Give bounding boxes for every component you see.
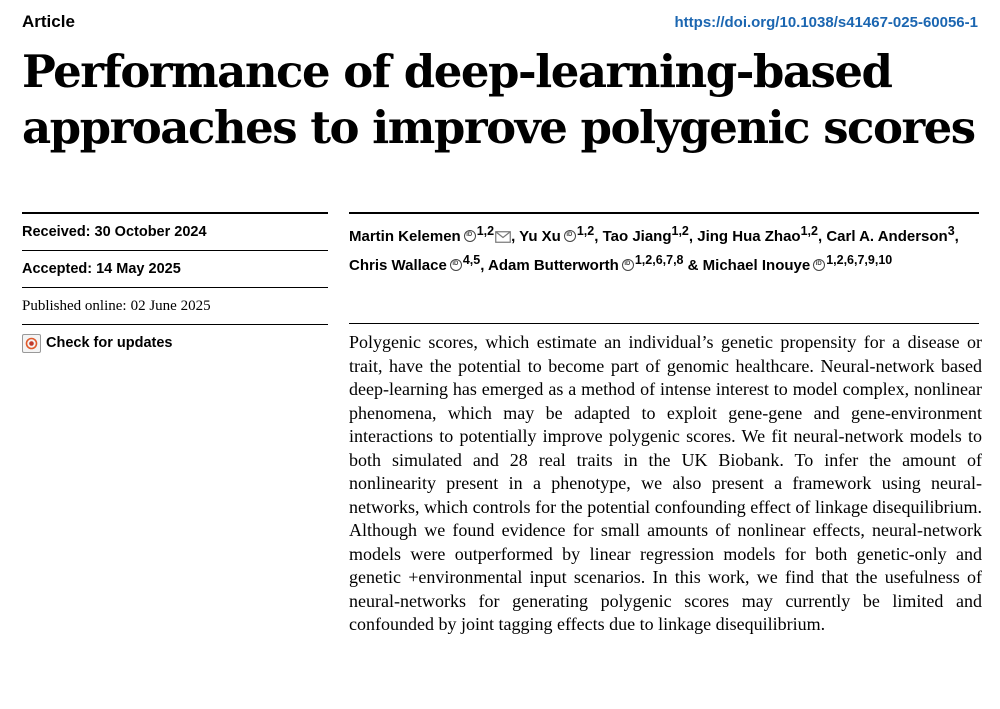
affiliation-numbers[interactable]: 3 [947, 224, 955, 238]
orcid-icon[interactable] [464, 230, 476, 242]
author-name[interactable]: Carl A. Anderson [826, 228, 948, 245]
orcid-icon[interactable] [450, 259, 462, 271]
orcid-icon[interactable] [813, 259, 825, 271]
author-name[interactable]: Martin Kelemen [349, 228, 461, 245]
orcid-icon[interactable] [564, 230, 576, 242]
check-updates-row [22, 324, 328, 361]
affiliation-numbers[interactable]: 1,2 [671, 224, 689, 238]
check-for-updates-button[interactable]: Check for updates [22, 334, 173, 353]
author-separator: , [511, 228, 520, 245]
author-separator: , [594, 228, 603, 245]
author-name[interactable]: Chris Wallace [349, 256, 447, 274]
authors-top-rule [349, 212, 979, 214]
author-name[interactable]: Michael Inouye [702, 256, 811, 274]
author-separator: & [683, 256, 703, 274]
author-separator: , [954, 228, 959, 245]
author-separator: , [480, 256, 488, 274]
mail-icon[interactable] [495, 231, 511, 243]
affiliation-numbers[interactable]: 1,2 [476, 224, 495, 238]
check-updates-icon [22, 334, 41, 353]
author-name[interactable]: Yu Xu [519, 228, 561, 245]
affiliation-numbers[interactable]: 1,2 [576, 224, 595, 238]
affiliation-numbers[interactable]: 4,5 [462, 252, 481, 267]
doi-link[interactable]: https://doi.org/10.1038/s41467-025-60056-1 [674, 14, 978, 31]
article-title: Performance of deep-learning-based approaches to improve polygenic scores [22, 45, 975, 154]
abstract-text: Polygenic scores, which estimate an individual’s genetic propensity for a disease or trait, have the potential to become part of genomic healthcare. Neural-network based deep-learning has emerged as a method of intense interest to model complex, nonlinear phenomena, which may be adapted to exploit gene-gene and gene-environment interactions to potentially improve polygenic scores. We fit neural-network models to both simulated and 28 real traits in the UK Biobank. To infer the amount of nonlinearity present in a phenotype, we also present a framework using neural-networks, which controls for the potential confounding effect of linkage disequilibrium. Although we found evidence for small amounts of nonlinear effects, neural-network models were outperformed by linear regression models for both genetic-only and genetic +environmental input scenarios. In this work, we find that the usefulness of neural-networks for generating polygenic scores may currently be limited and confounded by joint tagging effects due to linkage disequilibrium. [349, 332, 982, 634]
article-dates [22, 212, 328, 361]
abstract-top-rule [349, 323, 979, 324]
author-name[interactable]: Adam Butterworth [488, 256, 619, 274]
published-date: Published online: 02 June 2025 [22, 287, 328, 324]
orcid-icon[interactable] [622, 259, 634, 271]
affiliation-numbers[interactable]: 1,2,6,7,9,10 [826, 252, 893, 267]
author-name[interactable]: Jing Hua Zhao [697, 228, 801, 245]
accepted-date: Accepted: 14 May 2025 [22, 250, 328, 287]
author-name[interactable]: Tao Jiang [602, 228, 672, 245]
author-list [349, 220, 979, 277]
affiliation-numbers[interactable]: 1,2,6,7,8 [634, 252, 684, 267]
author-separator: , [817, 228, 827, 245]
author-separator: , [688, 228, 698, 245]
affiliation-numbers[interactable]: 1,2 [800, 224, 818, 238]
article-type-label: Article [22, 12, 75, 31]
received-date: Received: 30 October 2024 [22, 212, 328, 250]
